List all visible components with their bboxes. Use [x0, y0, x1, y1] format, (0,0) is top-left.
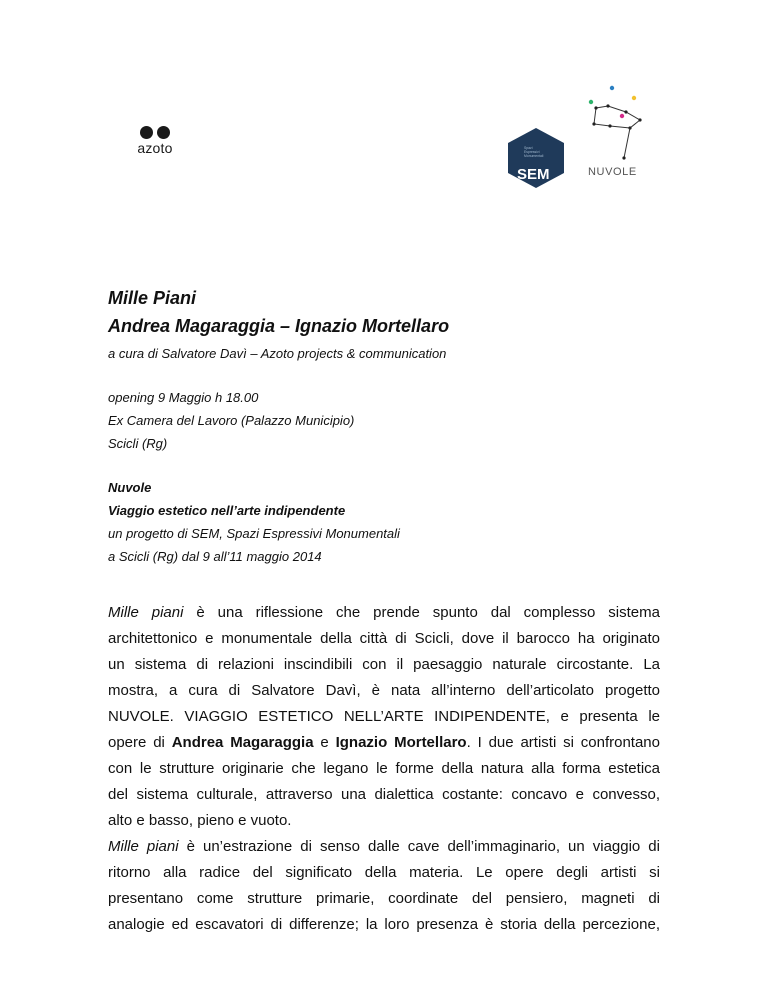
curator-line: a cura di Salvatore Davì – Azoto projects & communication — [108, 346, 447, 361]
project-organizer: un progetto di SEM, Spazi Espressivi Monumentali — [108, 526, 400, 541]
opening-venue: Ex Camera del Lavoro (Palazzo Municipio) — [108, 413, 355, 428]
svg-text:Monumentali: Monumentali — [524, 154, 544, 158]
text-line: un sistema di relazioni inscindibili con il paesaggio naturale circostante. La — [108, 656, 660, 673]
text-line: con le strutture originarie che legano le forme della natura alla forma estetica — [108, 760, 660, 777]
azoto-logo — [130, 126, 180, 156]
project-name: Nuvole — [108, 480, 152, 495]
paragraph-1 — [108, 600, 660, 834]
text-line: presentano come strutture primarie, coordinate del pensiero, magneti di — [108, 890, 660, 907]
text-line: ritorno alla radice del significato della materia. Le opere degli artisti si — [108, 864, 660, 881]
text-line: NUVOLE. VIAGGIO ESTETICO NELL’ARTE INDIPENDENTE, e presenta le — [108, 708, 660, 725]
text-line: mostra, a cura di Salvatore Davì, è nata all’interno dell’articolato progetto — [108, 682, 660, 699]
svg-text:Spazi: Spazi — [524, 146, 533, 150]
opening-city: Scicli (Rg) — [108, 436, 168, 451]
text-line: opere di Andrea Magaraggia e Ignazio Mortellaro. I due artisti si confrontano — [108, 734, 660, 751]
svg-text:Espressivi: Espressivi — [524, 150, 540, 154]
opening-date: opening 9 Maggio h 18.00 — [108, 390, 259, 405]
project-subtitle: Viaggio estetico nell’arte indipendente — [108, 503, 346, 518]
text-line: alto e basso, pieno e vuoto. — [108, 812, 292, 829]
paragraph-2 — [108, 834, 660, 938]
text-line: del sistema culturale, attraverso una dialettica costante: concavo e convesso, — [108, 786, 660, 803]
azoto-logo-text: azoto — [137, 140, 173, 156]
project-dates: a Scicli (Rg) dal 9 all’11 maggio 2014 — [108, 549, 322, 564]
nuvole-logo-text: NUVOLE — [588, 166, 637, 178]
svg-text:SEM: SEM — [517, 166, 550, 183]
artist-name: Andrea Magaraggia — [171, 734, 314, 751]
exhibition-title: Mille Piani — [108, 288, 197, 308]
nuvole-constellation-icon — [582, 80, 644, 180]
text-line: architettonico e monumentale della città di Scicli, dove il barocco ha originato — [108, 630, 660, 647]
text-line: Mille piani è un’estrazione di senso dalle cave dell’immaginario, un viaggio di — [108, 838, 660, 855]
text-line: Mille piani è una riflessione che prende spunto dal complesso sistema — [108, 604, 660, 621]
sem-logo — [506, 127, 566, 189]
body-text — [108, 600, 660, 938]
artists-heading: Andrea Magaraggia – Ignazio Mortellaro — [108, 316, 450, 336]
artist-name: Ignazio Mortellaro — [335, 734, 467, 751]
text-line: analogie ed escavatori di differenze; la loro presenza è storia della percezione, — [108, 916, 660, 933]
azoto-dots-icon — [130, 126, 180, 139]
